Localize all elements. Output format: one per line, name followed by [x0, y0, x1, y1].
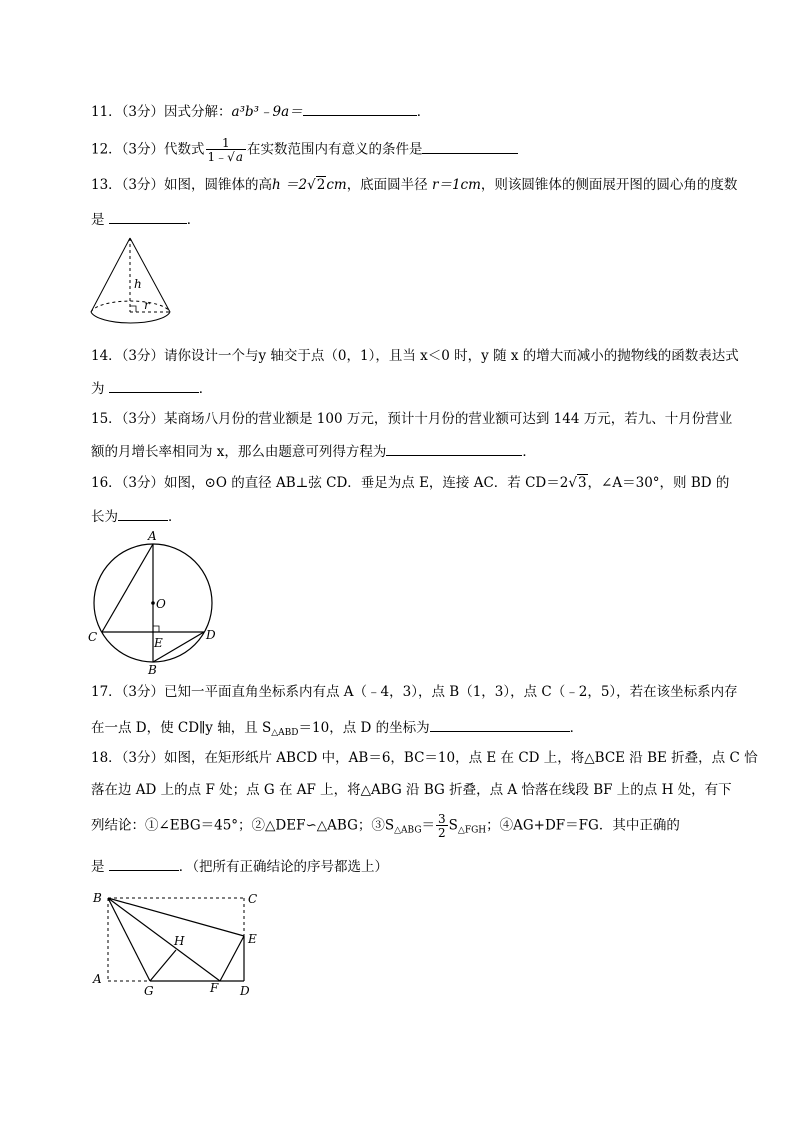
- rect-label-g: G: [144, 984, 154, 998]
- rect-label-c: C: [248, 892, 258, 906]
- q18-s2: S: [448, 817, 458, 834]
- question-17: [91, 686, 738, 700]
- q12-fraction: $\frac{1}{1﹣√a}$: [206, 137, 246, 163]
- cone-figure: [88, 236, 178, 334]
- q11-prefix: 11．（3分）因式分解：: [91, 104, 232, 120]
- question-18-line4: [91, 858, 388, 875]
- circle-label-b: B: [148, 663, 157, 677]
- q14-answer-blank[interactable]: [109, 380, 199, 393]
- q18-line4b: ．（把所有正确结论的序号都选上）: [178, 859, 389, 875]
- q12-frac-den: 1﹣: [207, 150, 228, 164]
- q15-line1: 15．（3分）某商场八月份的营业额是 100 万元，预计十月份的营业额可达到 144 万元，若九、十月份营业: [91, 411, 733, 427]
- cone-label-r: r: [144, 298, 150, 312]
- circle-label-d: D: [206, 628, 216, 642]
- q18-sub1: △ABG: [394, 825, 422, 836]
- q14-line2: 为: [91, 381, 105, 397]
- q12-answer-blank[interactable]: [422, 141, 518, 154]
- q16-line1b: ，∠A＝30°，则 BD 的: [587, 475, 730, 491]
- q15-end: ．: [522, 444, 536, 460]
- q18-line4a: 是: [91, 859, 105, 875]
- q17-answer-blank[interactable]: [430, 719, 570, 732]
- q13-line2: 是: [91, 212, 105, 228]
- question-13-line2: [91, 211, 200, 228]
- cone-label-h: h: [134, 277, 142, 291]
- question-14: [91, 350, 739, 364]
- circle-label-e: E: [154, 636, 163, 650]
- q12-frac-num: 1: [221, 136, 230, 150]
- q13-answer-blank[interactable]: [109, 211, 187, 224]
- q13-mid: ，底面圆半径: [346, 177, 432, 193]
- q12-suffix: 在实数范围内有意义的条件是: [246, 141, 423, 158]
- q16-line1a: 16．（3分）如图，⊙O 的直径 AB⊥弦 CD．垂足为点 E，连接 AC．若 CD＝2: [91, 475, 569, 491]
- circle-label-o: O: [156, 597, 166, 611]
- q18-frac-num: 3: [438, 812, 446, 826]
- question-12: [91, 137, 518, 163]
- question-14-line2: [91, 380, 212, 397]
- question-15: [91, 413, 732, 427]
- circle-figure: [84, 526, 224, 676]
- question-13: 13．（3分）如图，圆锥体的高h ＝2√2cm，底面圆半径 r＝1cm，则该圆锥体的侧面展开图的圆心角的度数: [91, 177, 738, 193]
- rect-label-a: A: [93, 972, 102, 986]
- question-11: [91, 103, 430, 120]
- question-16-line2: [91, 508, 182, 525]
- question-15-line2: [91, 443, 536, 460]
- q18-line3b: ；④AG+DF＝FG．其中正确的: [486, 817, 680, 834]
- q18-line2: 落在边 AD 上的点 F 处；点 G 在 AF 上，将△ABG 沿 BG 折叠，点 A 恰落在线段 BF 上的点 H 处，有下: [91, 782, 732, 798]
- q13-tail: ，则该圆锥体的侧面展开图的圆心角的度数: [480, 177, 738, 193]
- question-18-line3: [91, 813, 680, 839]
- q13-height-unit: cm: [326, 177, 347, 193]
- q18-line1: 18．（3分）如图，在矩形纸片 ABCD 中，AB＝6，BC＝10，点 E 在 CD 上，将△BCE 沿 BE 折叠，点 C 恰: [91, 750, 758, 766]
- q16-answer-blank[interactable]: [118, 508, 168, 521]
- q16-end: ．: [168, 509, 182, 525]
- rect-label-e: E: [248, 932, 257, 946]
- rect-label-f: F: [210, 981, 219, 995]
- q18-frac-den: 2: [438, 826, 446, 840]
- q17-line2b: ＝10，点 D 的坐标为: [298, 720, 430, 736]
- question-17-line2: [91, 719, 583, 738]
- q13-prefix: 13．（3分）如图，圆锥体的高: [91, 177, 273, 193]
- q11-answer-blank[interactable]: [303, 103, 417, 116]
- question-16: 16．（3分）如图，⊙O 的直径 AB⊥弦 CD．垂足为点 E，连接 AC．若 CD＝2√3，∠A＝30°，则 BD 的: [91, 475, 730, 491]
- question-18-line2: [91, 784, 732, 798]
- q16-line2: 长为: [91, 509, 118, 525]
- rect-label-d: D: [240, 984, 250, 998]
- rectangle-figure: [88, 888, 268, 1000]
- q18-fraction: [436, 813, 448, 839]
- q11-end: ．: [416, 104, 431, 120]
- circle-label-c: C: [88, 630, 98, 644]
- q13-radius: r＝1cm: [431, 177, 481, 193]
- q12-frac-rad: a: [235, 150, 243, 164]
- q13-height-rad: 2: [316, 177, 326, 193]
- q11-expression: a³b³﹣9a＝: [231, 104, 303, 120]
- q15-line2: 额的月增长率相同为 x，那么由题意可列得方程为: [91, 444, 387, 460]
- rect-label-h: H: [174, 934, 185, 948]
- q17-sub: △ABD: [271, 728, 299, 738]
- q14-end: ．: [198, 381, 213, 397]
- rect-label-b: B: [93, 891, 102, 905]
- circle-label-a: A: [148, 529, 157, 543]
- q18-answer-blank[interactable]: [109, 858, 179, 871]
- q14-line1: 14．（3分）请你设计一个与y 轴交于点（0，1），且当 x＜0 时，y 随 x 的增大而减小的抛物线的函数表达式: [91, 348, 739, 364]
- q18-eq: ＝: [421, 817, 436, 834]
- q15-answer-blank[interactable]: [386, 443, 522, 456]
- q17-line1: 17．（3分）已知一平面直角坐标系内有点 A（﹣4，3），点 B（1，3），点 C（﹣2，5），若在该坐标系内存: [91, 684, 738, 700]
- question-18: [91, 752, 758, 766]
- q13-end: ．: [186, 212, 201, 228]
- q18-sub2: △FGH: [457, 825, 487, 836]
- q13-height: h ＝2: [272, 177, 308, 193]
- q17-line2a: 在一点 D，使 CD∥y 轴，且 S: [91, 720, 272, 736]
- q12-prefix: 12．（3分）代数式: [91, 141, 205, 158]
- q18-line3a: 列结论：①∠EBG＝45°；②△DEF∽△ABG；③S: [91, 817, 395, 834]
- q17-end: ．: [569, 720, 584, 736]
- q16-rad: 3: [577, 475, 587, 491]
